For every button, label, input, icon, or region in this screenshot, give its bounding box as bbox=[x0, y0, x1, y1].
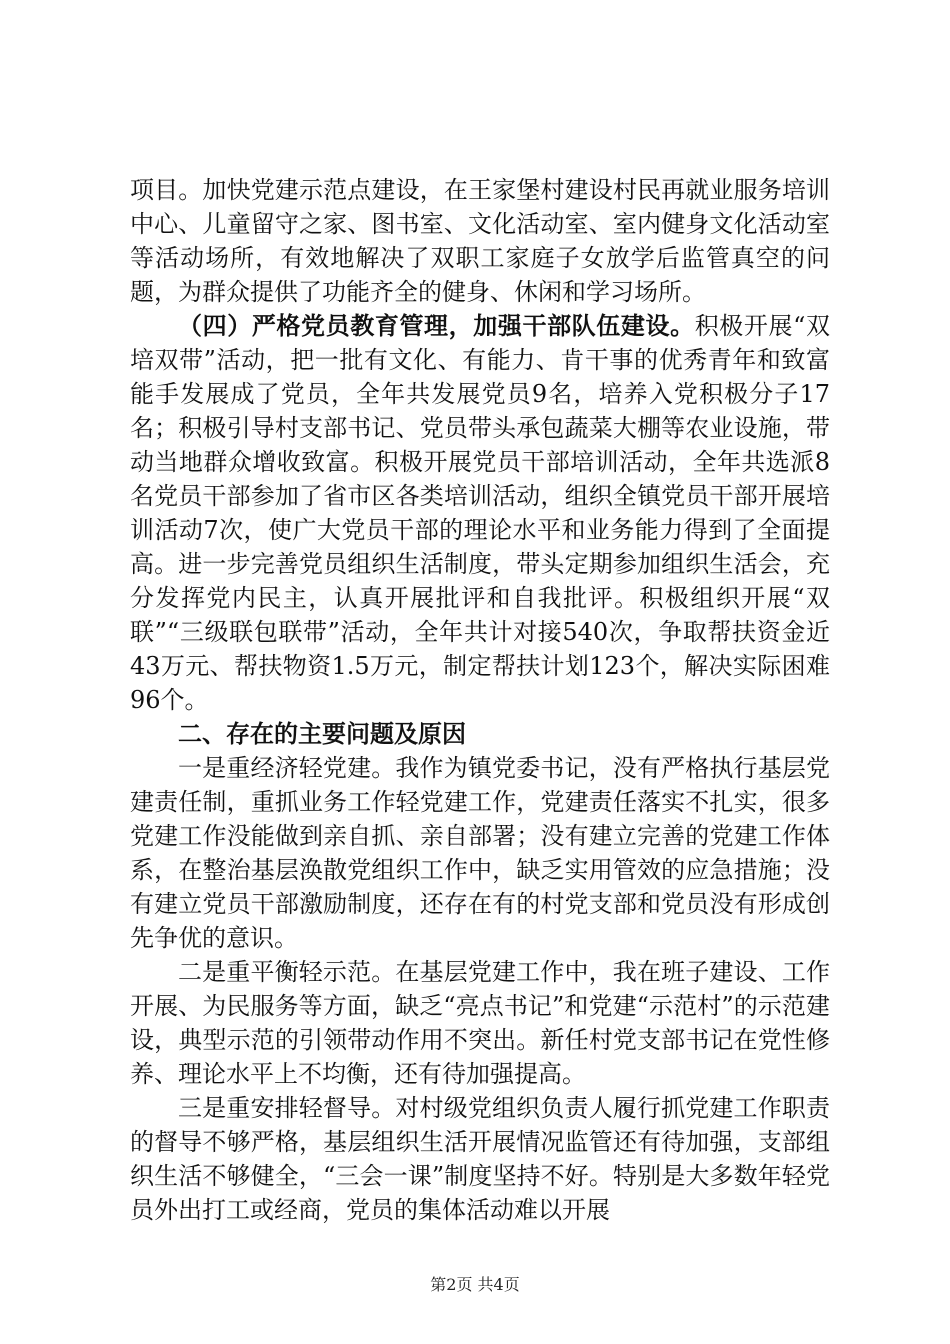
paragraph-problem-1: 一是重经济轻党建。我作为镇党委书记，没有严格执行基层党建责任制，重抓业务工作轻党建工作，党建责任落实不扎实，很多党建工作没能做到亲自抓、亲自部署；没有建立完善的党建工作体系，在整治基层涣散党组织工作中，缺乏实用管效的应急措施；没有建立党员干部激励制度，还存在有的村党支部和党员没有形成创先争优的意识。 bbox=[130, 754, 830, 952]
paragraph-section-4 bbox=[130, 309, 830, 717]
section-heading-2: 二、存在的主要问题及原因 bbox=[178, 720, 466, 748]
document-body bbox=[130, 173, 830, 1227]
section-4-title: （四）严格党员教育管理，加强干部队伍建设。 bbox=[178, 311, 695, 340]
page-number: 第2页 共4页 bbox=[430, 1275, 520, 1294]
paragraph-continuation: 项目。加快党建示范点建设，在王家堡村建设村民再就业服务培训中心、儿童留守之家、图书室、文化活动室、室内健身文化活动室等活动场所，有效地解决了双职工家庭子女放学后监管真空的问题，为群众提供了功能齐全的健身、休闲和学习场所。 bbox=[130, 176, 830, 306]
paragraph-problem-3: 三是重安排轻督导。对村级党组织负责人履行抓党建工作职责的督导不够严格，基层组织生活开展情况监管还有待加强，支部组织生活不够健全，“三会一课”制度坚持不好。特别是大多数年轻党员外出打工或经商，党员的集体活动难以开展 bbox=[130, 1094, 830, 1224]
section-4-body: 积极开展“双培双带”活动，把一批有文化、有能力、肯干事的优秀青年和致富能手发展成了党员，全年共发展党员9名，培养入党积极分子17名；积极引导村支部书记、党员带头承包蔬菜大棚等农业设施，带动当地群众增收致富。积极开展党员干部培训活动，全年共选派8名党员干部参加了省市区各类培训活动，组织全镇党员干部开展培训活动7次，使广大党员干部的理论水平和业务能力得到了全面提高。进一步完善党员组织生活制度，带头定期参加组织生活会，充分发挥党内民主，认真开展批评和自我批评。积极组织开展“双联”“三级联包联带”活动，全年共计对接540次，争取帮扶资金近43万元、帮扶物资1.5万元，制定帮扶计划123个，解决实际困难96个。 bbox=[130, 312, 830, 714]
paragraph-problem-2: 二是重平衡轻示范。在基层党建工作中，我在班子建设、工作开展、为民服务等方面，缺乏“亮点书记”和党建“示范村”的示范建设，典型示范的引领带动作用不突出。新任村党支部书记在党性修养、理论水平上不均衡，还有待加强提高。 bbox=[130, 958, 830, 1088]
page-footer bbox=[0, 1272, 950, 1295]
